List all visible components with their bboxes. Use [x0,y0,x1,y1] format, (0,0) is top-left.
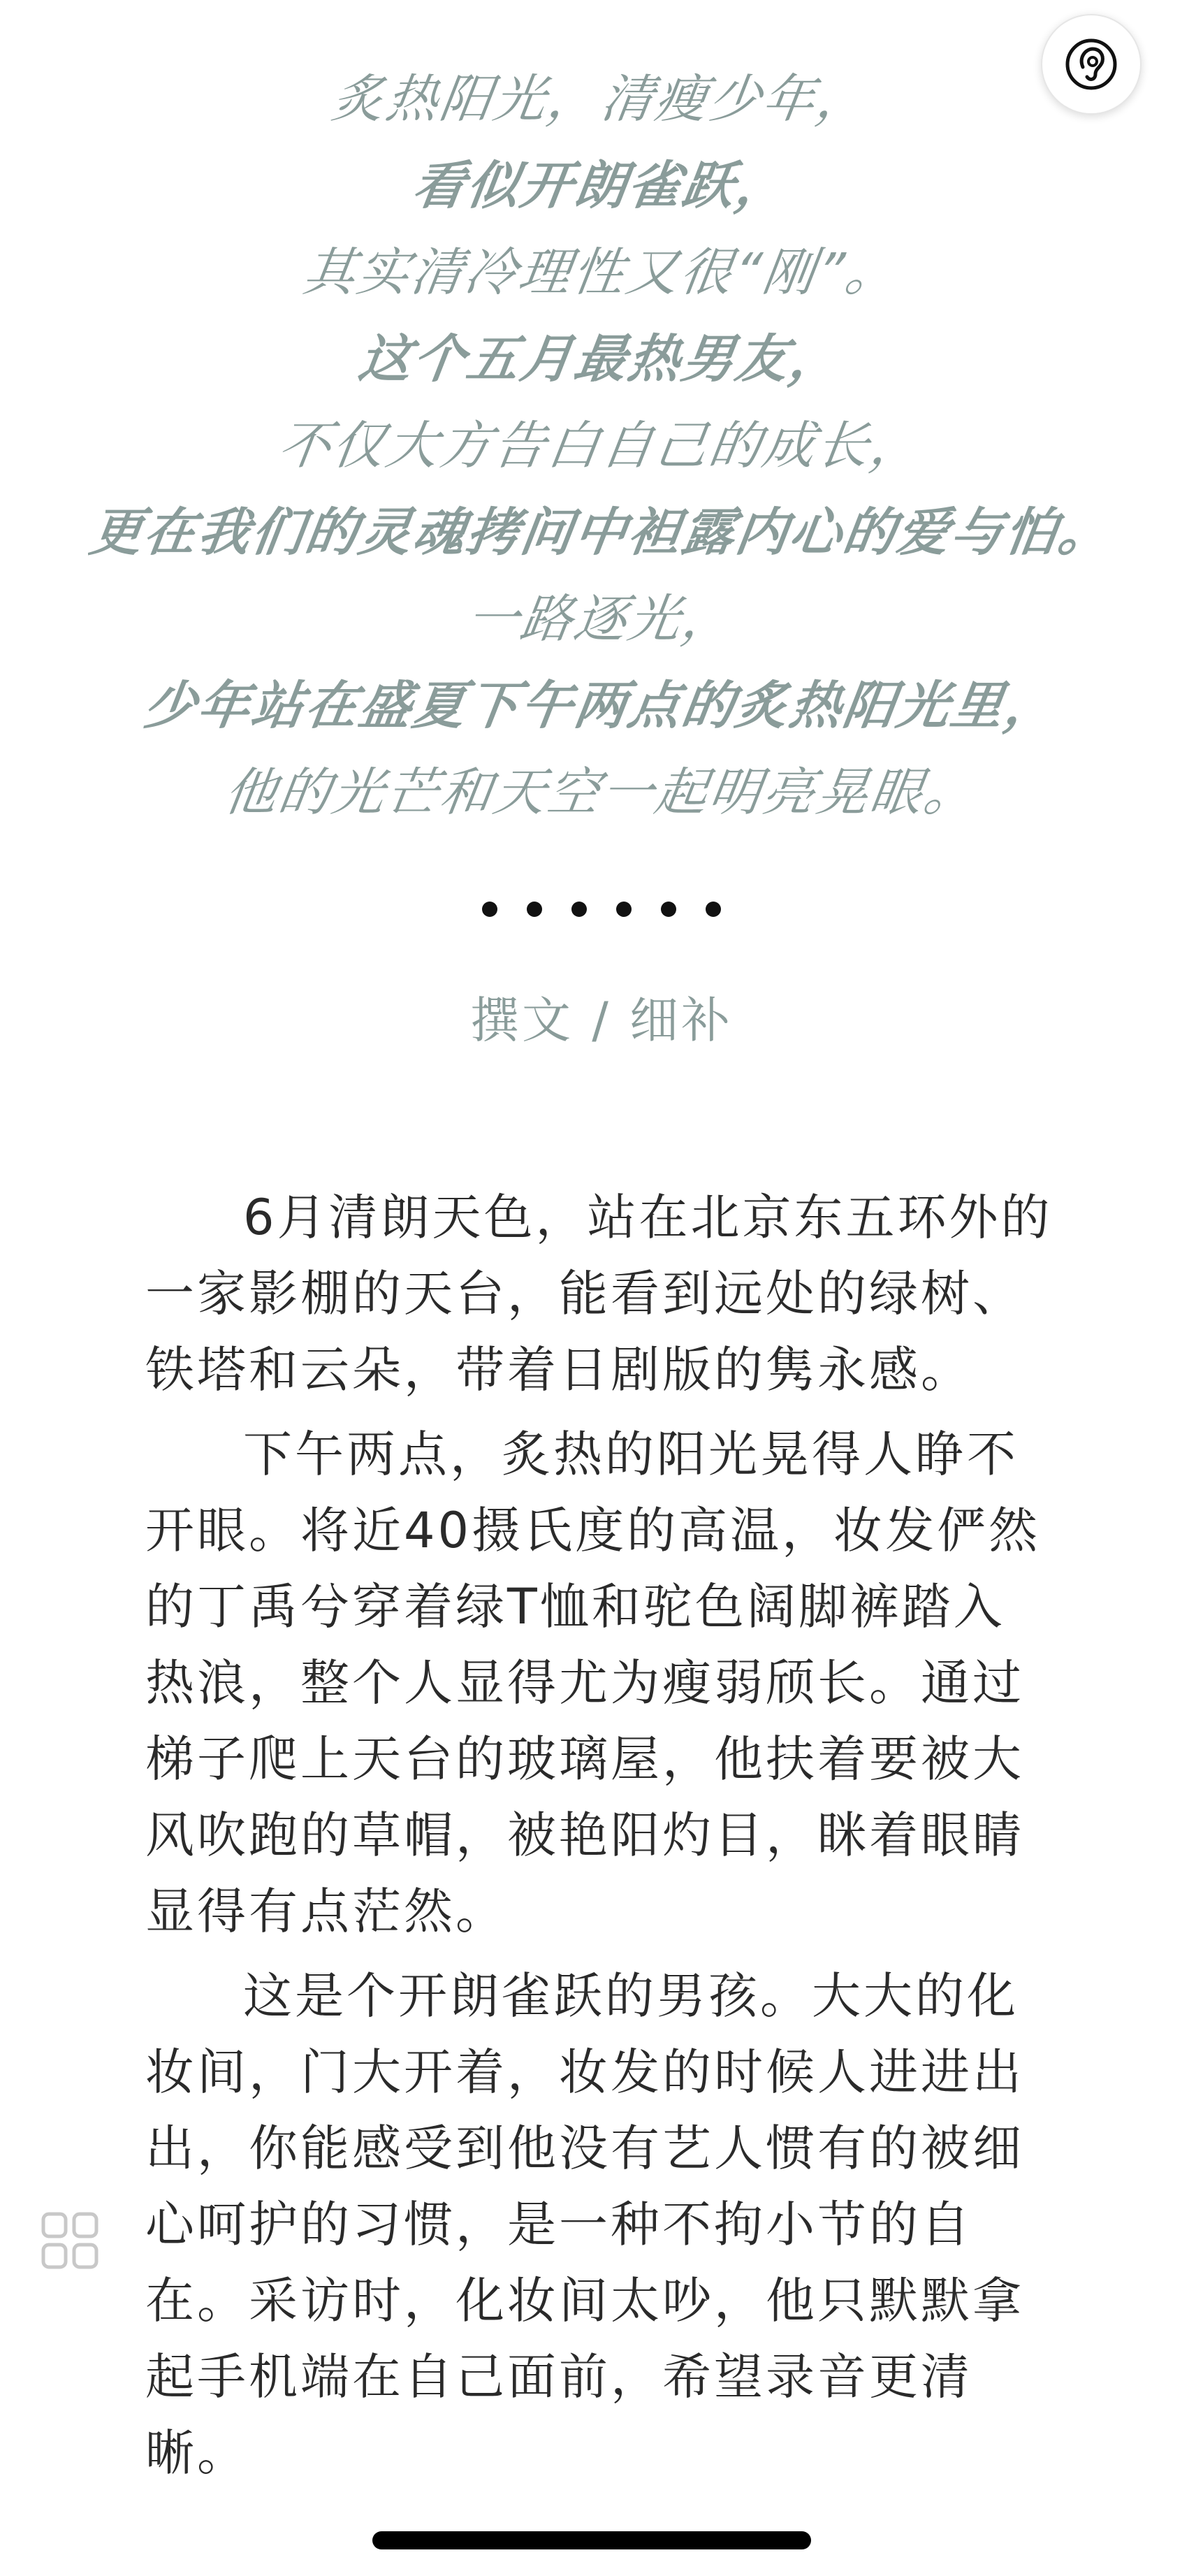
intro-line: 更在我们的灵魂拷问中袒露内心的爱与怕。 [86,502,1117,563]
intro-line: 一路逐光， [462,589,741,649]
intro-line: 他的光芒和天空一起明亮晃眼。 [220,762,983,823]
article-body [145,1180,1053,2500]
intro-line: 这个五月最热男友， [355,329,848,389]
separator-dot [482,902,497,917]
separator-dot [616,902,632,917]
separator-dot [661,902,676,917]
home-indicator[interactable] [372,2531,811,2549]
article-paragraph: 这是个开朗雀跃的男孩。大大的化妆间，门大开着，妆发的时候人进进出出，你能感受到他没有艺人惯有的被细心呵护的习惯，是一种不拘小节的自在。采访时，化妆间太吵，他只默默拿起手机端在自己面前，希望录音更清晰。 [145,1967,1024,2482]
intro-line: 不仅大方告白自己的成长， [274,416,929,476]
intro-poem [0,56,1203,836]
separator-dot [571,902,587,917]
intro-line: 少年站在盛夏下午两点的炙热阳光里， [140,676,1063,736]
intro-line: 其实清冷理性又很“刚”。 [299,243,904,303]
section-separator [0,902,1203,917]
grid-button[interactable] [31,2201,109,2280]
article-paragraph: 下午两点，炙热的阳光晃得人睁不开眼。将近40摄氏度的高温，妆发俨然的丁禹兮穿着绿T恤和驼色阔脚裤踏入热浪，整个人显得尤为瘦弱颀长。通过梯子爬上天台的玻璃屋，他扶着要被大风吹跑的草帽，被艳阳灼目，眯着眼睛显得有点茫然。 [145,1426,1041,1940]
intro-line: 炙热阳光，清瘦少年， [328,69,875,129]
grid-icon [35,2206,105,2275]
article-paragraph: 6月清朗天色，站在北京东五环外的一家影棚的天台，能看到远处的绿树、铁塔和云朵，带着日剧版的隽永感。 [145,1189,1053,1398]
byline: 撰文 / 细补 [469,992,734,1049]
intro-line: 看似开朗雀跃， [409,156,794,216]
separator-dot [706,902,721,917]
separator-dot [527,902,542,917]
